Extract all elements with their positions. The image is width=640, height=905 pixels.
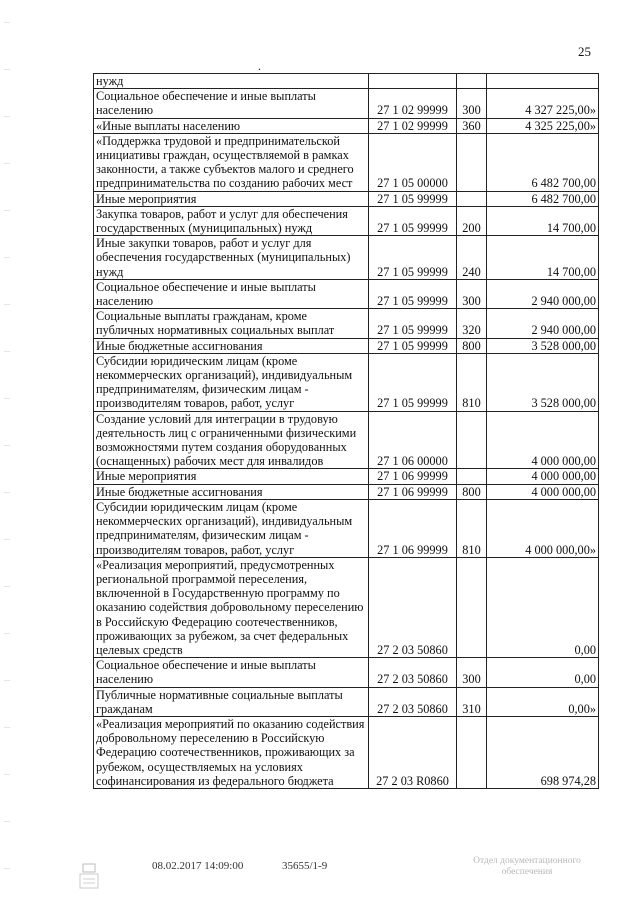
table-row bbox=[94, 484, 599, 499]
row-code-cell: 27 1 05 99999 bbox=[369, 338, 457, 353]
table-row bbox=[94, 191, 599, 206]
row-name-cell: Социальные выплаты гражданам, кроме публичных нормативных социальных выплат bbox=[94, 309, 369, 338]
row-name-cell: Иные бюджетные ассигнования bbox=[94, 484, 369, 499]
row-type-cell: 300 bbox=[457, 658, 487, 687]
row-sum-cell: 698 974,28 bbox=[487, 716, 599, 788]
row-type-cell: 240 bbox=[457, 236, 487, 280]
row-type-cell bbox=[457, 411, 487, 469]
row-code-cell: 27 1 06 99999 bbox=[369, 469, 457, 484]
row-sum-cell: 4 000 000,00 bbox=[487, 469, 599, 484]
row-sum-cell: 4 000 000,00» bbox=[487, 499, 599, 557]
row-type-cell bbox=[457, 133, 487, 191]
row-type-cell: 800 bbox=[457, 338, 487, 353]
row-type-cell: 200 bbox=[457, 206, 487, 235]
row-name-cell: Социальное обеспечение и иные выплаты населению bbox=[94, 279, 369, 308]
row-code-cell: 27 1 06 99999 bbox=[369, 484, 457, 499]
row-type-cell: 360 bbox=[457, 118, 487, 133]
row-code-cell: 27 1 02 99999 bbox=[369, 118, 457, 133]
row-sum-cell: 0,00 bbox=[487, 557, 599, 657]
table-row bbox=[94, 74, 599, 89]
row-sum-cell: 14 700,00 bbox=[487, 236, 599, 280]
row-type-cell: 810 bbox=[457, 499, 487, 557]
row-type-cell bbox=[457, 74, 487, 89]
table-row bbox=[94, 338, 599, 353]
margin-scan-marks bbox=[4, 0, 10, 905]
row-sum-cell: 14 700,00 bbox=[487, 206, 599, 235]
row-type-cell: 300 bbox=[457, 89, 487, 118]
row-type-cell bbox=[457, 557, 487, 657]
row-name-cell: Социальное обеспечение и иные выплаты населению bbox=[94, 658, 369, 687]
stamp-icon bbox=[78, 862, 100, 890]
row-sum-cell: 3 528 000,00 bbox=[487, 353, 599, 411]
row-name-cell: «Поддержка трудовой и предпринимательской инициативы граждан, осуществляемой в рамках законности, а также субъектов малого и среднего предпринимательства по созданию рабочих мест bbox=[94, 133, 369, 191]
row-code-cell: 27 1 06 99999 bbox=[369, 499, 457, 557]
row-code-cell: 27 1 06 00000 bbox=[369, 411, 457, 469]
row-sum-cell: 0,00 bbox=[487, 658, 599, 687]
row-code-cell: 27 2 03 R0860 bbox=[369, 716, 457, 788]
table-row bbox=[94, 411, 599, 469]
table-row bbox=[94, 353, 599, 411]
row-name-cell: Иные закупки товаров, работ и услуг для обеспечения государственных (муниципальных) нужд bbox=[94, 236, 369, 280]
row-name-cell: «Реализация мероприятий по оказанию содействия добровольному переселению в Российскую Федерацию соотечественников, проживающих за рубежом, осуществляемых на условиях софинансирования из федерального бюджета bbox=[94, 716, 369, 788]
row-name-cell: Иные мероприятия bbox=[94, 469, 369, 484]
row-type-cell bbox=[457, 716, 487, 788]
row-sum-cell: 6 482 700,00 bbox=[487, 133, 599, 191]
table-row bbox=[94, 499, 599, 557]
row-sum-cell: 3 528 000,00 bbox=[487, 338, 599, 353]
row-sum-cell: 0,00» bbox=[487, 687, 599, 716]
row-sum-cell: 4 000 000,00 bbox=[487, 411, 599, 469]
row-code-cell: 27 1 05 00000 bbox=[369, 133, 457, 191]
table-row bbox=[94, 469, 599, 484]
table-row bbox=[94, 557, 599, 657]
row-name-cell: Закупка товаров, работ и услуг для обеспечения государственных (муниципальных) нужд bbox=[94, 206, 369, 235]
row-name-cell: Субсидии юридическим лицам (кроме некоммерческих организаций), индивидуальным предпринимателям, физическим лицам - производителям товаров, работ, услуг bbox=[94, 499, 369, 557]
footer-datetime: 08.02.2017 14:09:00 bbox=[152, 860, 244, 872]
footer-doc-id: 35655/1-9 bbox=[282, 860, 328, 872]
row-type-cell bbox=[457, 469, 487, 484]
table-row bbox=[94, 658, 599, 687]
row-code-cell: 27 1 05 99999 bbox=[369, 353, 457, 411]
row-sum-cell: 4 000 000,00 bbox=[487, 484, 599, 499]
row-sum-cell: 4 325 225,00» bbox=[487, 118, 599, 133]
row-name-cell: Иные бюджетные ассигнования bbox=[94, 338, 369, 353]
row-name-cell: Иные мероприятия bbox=[94, 191, 369, 206]
table-row bbox=[94, 687, 599, 716]
row-name-cell: нужд bbox=[94, 74, 369, 89]
scan-dot: . bbox=[258, 59, 261, 73]
row-code-cell: 27 1 05 99999 bbox=[369, 309, 457, 338]
budget-table bbox=[93, 73, 599, 789]
table-row bbox=[94, 716, 599, 788]
row-name-cell: Социальное обеспечение и иные выплаты населению bbox=[94, 89, 369, 118]
table-row bbox=[94, 118, 599, 133]
row-type-cell: 320 bbox=[457, 309, 487, 338]
table-row bbox=[94, 89, 599, 118]
row-sum-cell: 2 940 000,00 bbox=[487, 279, 599, 308]
row-name-cell: Субсидии юридическим лицам (кроме некоммерческих организаций), индивидуальным предпринимателям, физическим лицам - производителям товаров, работ, услуг bbox=[94, 353, 369, 411]
row-type-cell bbox=[457, 191, 487, 206]
row-sum-cell: 2 940 000,00 bbox=[487, 309, 599, 338]
row-code-cell: 27 1 02 99999 bbox=[369, 89, 457, 118]
row-type-cell: 300 bbox=[457, 279, 487, 308]
table-row bbox=[94, 133, 599, 191]
row-code-cell: 27 2 03 50860 bbox=[369, 658, 457, 687]
row-sum-cell: 6 482 700,00 bbox=[487, 191, 599, 206]
footer-watermark: Отдел документационного обеспечения bbox=[473, 856, 581, 877]
row-sum-cell: 4 327 225,00» bbox=[487, 89, 599, 118]
row-type-cell: 800 bbox=[457, 484, 487, 499]
row-type-cell: 810 bbox=[457, 353, 487, 411]
table-row bbox=[94, 236, 599, 280]
row-sum-cell bbox=[487, 74, 599, 89]
row-name-cell: Создание условий для интеграции в трудовую деятельность лиц с ограниченными физическими возможностями путем создания оборудованных (оснащенных) рабочих мест для инвалидов bbox=[94, 411, 369, 469]
row-name-cell: «Иные выплаты населению bbox=[94, 118, 369, 133]
table-row bbox=[94, 206, 599, 235]
row-code-cell: 27 1 05 99999 bbox=[369, 191, 457, 206]
row-code-cell: 27 1 05 99999 bbox=[369, 236, 457, 280]
row-name-cell: «Реализация мероприятий, предусмотренных региональной программой переселения, включенной в Государственную программу по оказанию содействия добровольному переселению в Российскую Федерацию соотечественников, проживающих за рубежом, за счет федеральных целевых средств bbox=[94, 557, 369, 657]
row-code-cell: 27 2 03 50860 bbox=[369, 557, 457, 657]
row-code-cell: 27 1 05 99999 bbox=[369, 279, 457, 308]
row-code-cell: 27 2 03 50860 bbox=[369, 687, 457, 716]
table-row bbox=[94, 309, 599, 338]
row-type-cell: 310 bbox=[457, 687, 487, 716]
row-code-cell bbox=[369, 74, 457, 89]
table-row bbox=[94, 279, 599, 308]
page-number: 25 bbox=[578, 44, 591, 59]
row-name-cell: Публичные нормативные социальные выплаты гражданам bbox=[94, 687, 369, 716]
row-code-cell: 27 1 05 99999 bbox=[369, 206, 457, 235]
